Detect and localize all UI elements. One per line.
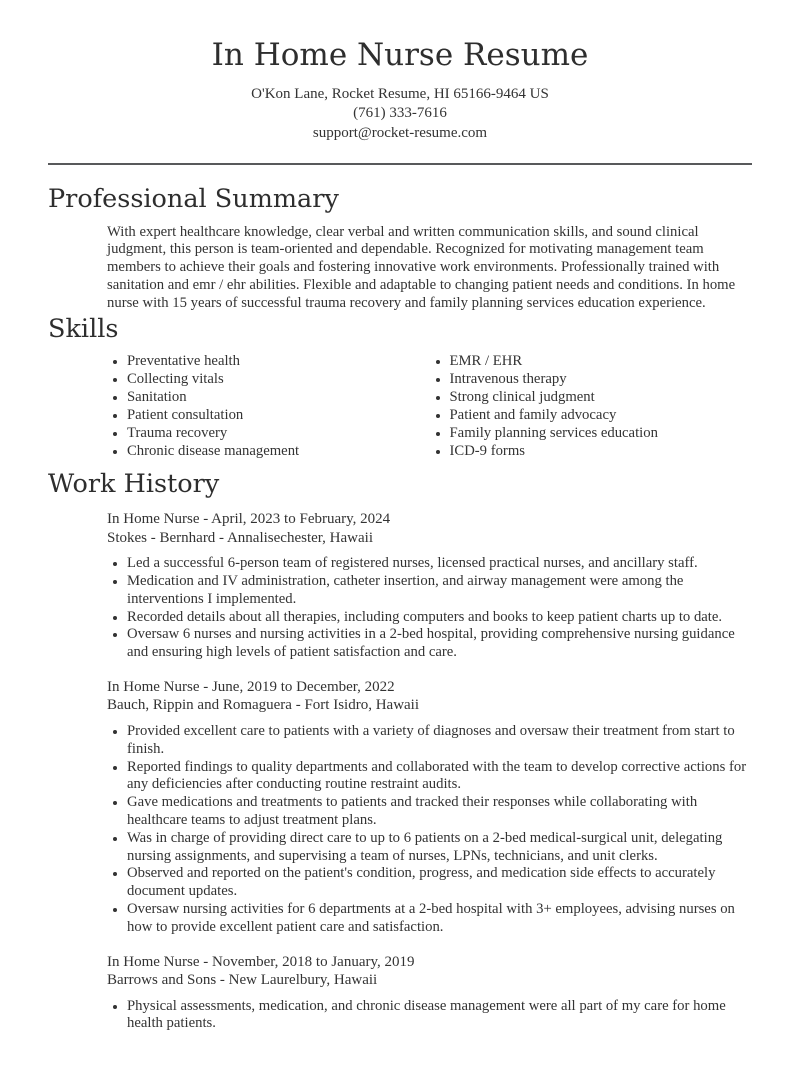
job-bullet: • Physical assessments, medication, and chronic disease management were all part of my care for home health patients. — [127, 998, 752, 1034]
job-bullet-list — [107, 723, 752, 937]
skill-item: • Trauma recovery — [127, 424, 430, 442]
skill-item: • Collecting vitals — [127, 370, 430, 388]
section-skills — [48, 315, 752, 460]
job-title-line: In Home Nurse - June, 2019 to December, 2022 — [107, 678, 395, 695]
job-entry — [107, 953, 752, 1034]
job-title-line: In Home Nurse - April, 2023 to February, 2024 — [107, 511, 391, 528]
job-bullet: • Provided excellent care to patients with a variety of diagnoses and oversaw their treatment from start to finish. — [127, 723, 752, 759]
skill-item: • Family planning services education — [450, 424, 753, 442]
job-company-line: Stokes - Bernhard - Annalisechester, Hawaii — [107, 529, 373, 546]
skills-heading: Skills — [48, 313, 119, 344]
job-bullet: • Gave medications and treatments to patients and tracked their responses while collaborating with healthcare teams to adjust treatment plans. — [127, 794, 752, 830]
job-bullet-list — [107, 998, 752, 1034]
job-bullet: • Oversaw 6 nurses and nursing activities in a 2-bed hospital, providing comprehensive nursing guidance and ensuring high levels of patient satisfaction and care. — [127, 626, 752, 662]
professional-summary-text: With expert healthcare knowledge, clear verbal and written communication skills, and sound clinical judgment, this person is team-oriented and dependable. Recognized for motivating management team members to achieve their goals and fostering innovative work environments. Professionally trained with sanitation and emr / ehr abilities. Flexible and adaptable to changing patient needs and conditions. In home nurse with 15 years of successful trauma recovery and family planning services education experience. — [107, 223, 736, 311]
section-professional-summary — [48, 185, 752, 312]
resume-page — [0, 36, 800, 1033]
job-bullet-list — [107, 555, 752, 662]
skill-item: • Intravenous therapy — [450, 370, 753, 388]
skill-item: • Patient and family advocacy — [450, 406, 753, 424]
job-bullet: • Oversaw nursing activities for 6 departments at a 2-bed hospital with 3+ employees, advising nurses on how to provide excellent patient care and satisfaction. — [127, 901, 752, 937]
contact-block — [48, 85, 752, 144]
skills-columns — [107, 352, 752, 460]
job-bullet: • Recorded details about all therapies, including computers and books to keep patient charts up to date. — [127, 609, 752, 627]
work-history-heading: Work History — [48, 468, 220, 499]
contact-address: O'Kon Lane, Rocket Resume, HI 65166-9464 US — [251, 85, 549, 102]
skill-item: • Strong clinical judgment — [450, 388, 753, 406]
contact-email: support@rocket-resume.com — [312, 124, 488, 141]
skills-list-right — [430, 352, 753, 460]
work-history-jobs — [107, 510, 752, 1033]
page-title: In Home Nurse Resume — [211, 37, 589, 73]
job-company-line: Bauch, Rippin and Romaguera - Fort Isidro, Hawaii — [107, 697, 420, 714]
resume-header — [48, 36, 752, 143]
job-bullet: • Led a successful 6-person team of registered nurses, licensed practical nurses, and ancillary staff. — [127, 555, 752, 573]
job-entry — [107, 510, 752, 662]
job-bullet: • Was in charge of providing direct care to up to 6 patients on a 2-bed medical-surgical unit, delegating nursing assignments, and supervising a team of nurses, LPNs, technicians, and unit clerks. — [127, 830, 752, 866]
contact-phone: (761) 333-7616 — [353, 105, 447, 122]
skill-item: • Chronic disease management — [127, 442, 430, 460]
job-company-line: Barrows and Sons - New Laurelbury, Hawaii — [107, 972, 378, 989]
skill-item: • Preventative health — [127, 352, 430, 370]
professional-summary-heading: Professional Summary — [48, 184, 339, 215]
header-divider — [48, 163, 752, 165]
section-work-history — [48, 470, 752, 1033]
job-entry — [107, 678, 752, 937]
skill-item: • EMR / EHR — [450, 352, 753, 370]
skill-item: • Patient consultation — [127, 406, 430, 424]
job-bullet: • Medication and IV administration, catheter insertion, and airway management were among the interventions I implemented. — [127, 573, 752, 609]
job-bullet: • Observed and reported on the patient's condition, progress, and medication side effects to accurately document updates. — [127, 865, 752, 901]
skills-list-left — [107, 352, 430, 460]
job-bullet: • Reported findings to quality departments and collaborated with the team to develop corrective actions for any deficiencies after conducting routine restraint audits. — [127, 759, 752, 795]
skill-item: • Sanitation — [127, 388, 430, 406]
job-title-line: In Home Nurse - November, 2018 to January, 2019 — [107, 953, 415, 970]
skill-item: • ICD-9 forms — [450, 442, 753, 460]
